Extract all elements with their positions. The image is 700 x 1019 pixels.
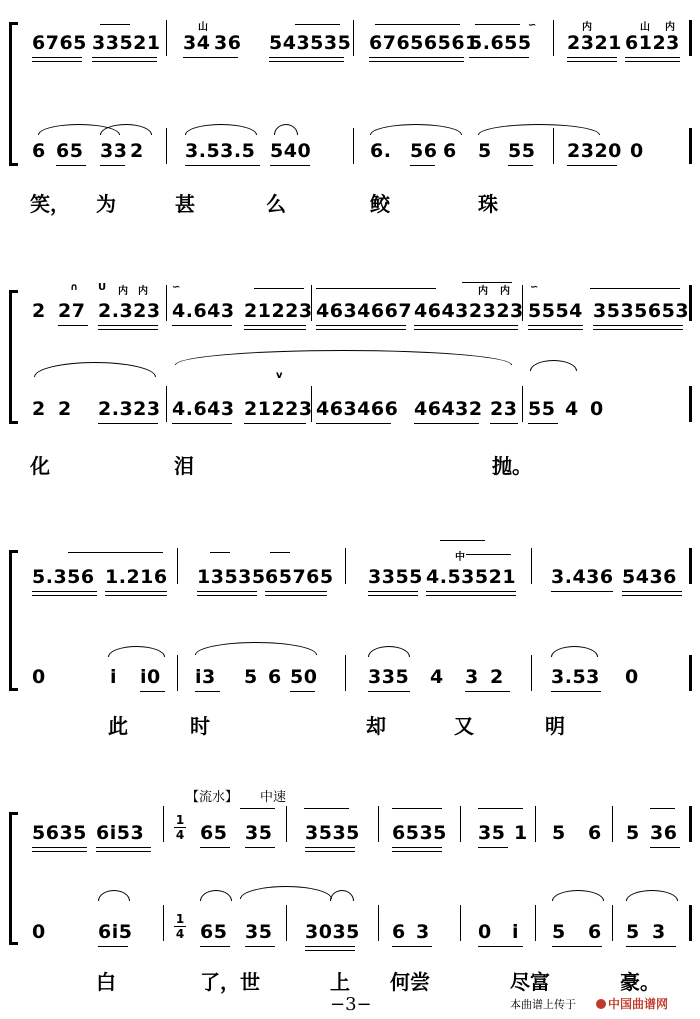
note-group: 543535 (269, 32, 352, 54)
lyric: 泪 (174, 454, 194, 478)
barline (378, 905, 379, 941)
barline (531, 655, 532, 691)
arrow-mark (392, 808, 442, 809)
underline (369, 57, 464, 58)
underline (185, 165, 260, 166)
note-group: 5436 (622, 566, 677, 588)
barline (535, 905, 536, 941)
slur (240, 886, 332, 899)
underline (368, 691, 410, 692)
underline (528, 329, 583, 330)
note-group: 35 (245, 822, 273, 844)
note-group: i3 (195, 666, 216, 688)
note-group: 6765 (32, 32, 87, 54)
barline (460, 806, 461, 842)
underline (625, 61, 680, 62)
note-group: 5.356 (32, 566, 95, 588)
site-logo[interactable] (596, 995, 668, 1012)
underline (567, 165, 617, 166)
u-mark: U (98, 282, 107, 293)
underline (622, 591, 682, 592)
arrow-mark (254, 288, 304, 289)
note-group: 0 (625, 666, 639, 688)
note-group: 6 (32, 140, 46, 162)
underline (305, 851, 355, 852)
nei-mark: 内 (138, 286, 148, 297)
underline (56, 165, 86, 166)
note-group: 0 (630, 140, 644, 162)
note-group: 6i5 (98, 921, 133, 943)
system-bracket (9, 812, 18, 945)
upload-note: 本曲谱上传于 (510, 998, 576, 1011)
lyric: 何尝 (390, 970, 430, 994)
note-group: 5.655 (469, 32, 532, 54)
underline (270, 165, 310, 166)
underline (197, 591, 257, 592)
underline (490, 423, 518, 424)
underline (650, 847, 680, 848)
nei-mark: 内 (500, 286, 510, 297)
lyric: 了，世 (200, 970, 260, 994)
barline (612, 806, 613, 842)
underline (567, 57, 617, 58)
lyric: 么 (266, 192, 286, 216)
note-group: 6535 (392, 822, 447, 844)
underline (414, 329, 518, 330)
lyric: 鲛 (370, 192, 390, 216)
arrow-mark (240, 808, 275, 809)
underline (32, 57, 82, 58)
underline (32, 61, 82, 62)
barline (460, 905, 461, 941)
underline (244, 329, 306, 330)
slur (200, 890, 232, 901)
underline (32, 847, 87, 848)
note-group: 4.53521 (426, 566, 517, 588)
note-group: 23 (490, 398, 518, 420)
note-group: 65 (56, 140, 84, 162)
lyric: 豪。 (620, 970, 660, 994)
underline (195, 691, 220, 692)
underline (92, 61, 157, 62)
note-group: 540 (270, 140, 312, 162)
barline (553, 20, 554, 56)
note-group: 4.643 (172, 398, 235, 420)
barline (166, 128, 167, 164)
lyric: 又 (454, 714, 474, 738)
underline (265, 591, 327, 592)
underline (96, 851, 151, 852)
note-group: 5 (626, 822, 640, 844)
note-group: 5 (244, 666, 258, 688)
arrow-mark (475, 24, 520, 25)
note-group: 6 (268, 666, 282, 688)
underline (265, 595, 327, 596)
underline (269, 61, 344, 62)
note-group: 6123 (625, 32, 680, 54)
underline (622, 595, 682, 596)
lyric: 尽富 (510, 970, 550, 994)
note-group: 3035 (305, 921, 360, 943)
note-group: 0 (590, 398, 604, 420)
note-group: 2 (58, 398, 72, 420)
underline (508, 165, 533, 166)
underline (369, 61, 464, 62)
underline (552, 946, 602, 947)
barline (345, 655, 346, 691)
arrow-mark (210, 552, 230, 553)
barline (378, 806, 379, 842)
note-group: 4 (565, 398, 579, 420)
note-group: 3535 (305, 822, 360, 844)
underline (32, 851, 87, 852)
lyric: 抛。 (492, 454, 532, 478)
slur (530, 360, 577, 371)
underline (183, 57, 238, 58)
note-group: 2 (32, 398, 46, 420)
note-group: i0 (140, 666, 161, 688)
note-group: 2.323 (98, 300, 161, 322)
system-bracket (9, 22, 18, 166)
underline (32, 591, 97, 592)
note-group: 46432323 (414, 300, 524, 322)
lyric: 笑， (30, 192, 70, 216)
underline (414, 325, 518, 326)
note-group: 55 (508, 140, 536, 162)
note-group: 3.436 (551, 566, 614, 588)
system-bracket (9, 550, 18, 691)
time-signature (174, 913, 186, 940)
note-group: 0 (32, 921, 46, 943)
underline (244, 423, 306, 424)
note-group: 2320 (567, 140, 622, 162)
underline (92, 57, 157, 58)
underline (528, 423, 558, 424)
note-group: 3535653 (593, 300, 690, 322)
barline (286, 905, 287, 941)
note-group: 5 (552, 822, 566, 844)
turn-mark: ∽ (528, 20, 537, 31)
lyric: 白 (96, 970, 116, 994)
note-group: 2 (32, 300, 46, 322)
note-group: 2 (130, 140, 144, 162)
note-group: 5554 (528, 300, 583, 322)
arrow-mark (100, 24, 130, 25)
shan-mark: 山 (640, 22, 650, 33)
underline (551, 591, 613, 592)
note-group: 335 (368, 666, 410, 688)
v-mark: v (276, 370, 283, 381)
barline (166, 20, 167, 56)
slur (552, 890, 604, 901)
barline (689, 128, 692, 164)
underline (105, 591, 167, 592)
underline (478, 946, 523, 947)
note-group: 4 (430, 666, 444, 688)
time-signature-bottom: 4 (175, 927, 185, 941)
note-group: 46432 (414, 398, 483, 420)
note-group: 33 (100, 140, 128, 162)
barline (177, 655, 178, 691)
arrow-mark (462, 282, 512, 283)
note-group: 3355 (368, 566, 423, 588)
barline (286, 806, 287, 842)
note-group: 2.323 (98, 398, 161, 420)
barline (345, 548, 346, 584)
system-bracket (9, 290, 18, 424)
note-group: 5635 (32, 822, 87, 844)
time-signature-top: 1 (175, 912, 185, 926)
barline (689, 386, 692, 422)
note-group: 6. (370, 140, 392, 162)
note-group: 35 (478, 822, 506, 844)
tempo-marking: 中速 (260, 790, 287, 805)
note-group: 27 (58, 300, 86, 322)
barline (163, 905, 164, 941)
note-group: 3 (465, 666, 479, 688)
note-group: 35 (245, 921, 273, 943)
arrow-mark (375, 24, 460, 25)
section-label: 【流水】 (186, 790, 239, 805)
note-group: 4634667 (316, 300, 413, 322)
slur (34, 362, 156, 377)
underline (172, 423, 232, 424)
underline (245, 946, 275, 947)
underline (469, 57, 529, 58)
arrow-mark (295, 24, 340, 25)
underline (368, 595, 418, 596)
underline (414, 423, 479, 424)
note-group: 65 (200, 822, 228, 844)
underline (245, 847, 275, 848)
underline (98, 423, 158, 424)
arrow-mark (316, 288, 436, 289)
underline (140, 691, 165, 692)
note-group: 6 (588, 822, 602, 844)
underline (316, 329, 406, 330)
barline (177, 548, 178, 584)
underline (392, 946, 432, 947)
note-group: 65 (200, 921, 228, 943)
note-group: 55 (528, 398, 556, 420)
note-group: 65765 (265, 566, 334, 588)
note-group: 5 (478, 140, 492, 162)
underline (368, 591, 418, 592)
note-group: 67656561 (369, 32, 479, 54)
underline (410, 165, 435, 166)
nei-mark: 内 (582, 22, 592, 33)
logo-icon (596, 999, 606, 1009)
lyric: 珠 (478, 192, 498, 216)
underline (290, 691, 315, 692)
underline (426, 595, 516, 596)
underline (625, 57, 680, 58)
note-group: 0 (32, 666, 46, 688)
barline (166, 386, 167, 422)
note-group: i (110, 666, 118, 688)
note-group: 3.53 (551, 666, 600, 688)
arrow-mark (304, 808, 349, 809)
nei-mark: 内 (118, 286, 128, 297)
underline (305, 950, 355, 951)
note-group: 6 (443, 140, 457, 162)
lyric: 为 (96, 192, 116, 216)
barline (689, 20, 692, 56)
barline (166, 285, 167, 321)
slur (175, 350, 512, 365)
note-group: 36 (650, 822, 678, 844)
note-group: 50 (290, 666, 318, 688)
underline (32, 595, 97, 596)
underline (567, 61, 617, 62)
underline (392, 847, 442, 848)
note-group: i (512, 921, 520, 943)
slur (98, 890, 130, 901)
underline (269, 57, 344, 58)
underline (100, 165, 125, 166)
note-group: 463466 (316, 398, 399, 420)
note-group: 2321 (567, 32, 622, 54)
note-group: 5 (552, 921, 566, 943)
note-group: 3.53.5 (185, 140, 256, 162)
lyric: 甚 (175, 192, 195, 216)
note-group: 21223 (244, 398, 313, 420)
nei-mark: 内 (478, 286, 488, 297)
underline (626, 946, 676, 947)
time-signature-top: 1 (175, 813, 185, 827)
barline (535, 806, 536, 842)
underline (465, 691, 510, 692)
note-group: 21223 (244, 300, 313, 322)
underline (528, 325, 583, 326)
barline (689, 548, 692, 584)
hold-mark: ∩ (70, 282, 79, 293)
arrow-mark (270, 552, 290, 553)
underline (244, 325, 306, 326)
underline (316, 325, 406, 326)
slur (370, 124, 462, 135)
underline (392, 851, 442, 852)
underline (593, 329, 683, 330)
barline (689, 655, 692, 691)
underline (96, 847, 151, 848)
underline (305, 847, 355, 848)
note-group: 1 (514, 822, 528, 844)
underline (551, 691, 601, 692)
lyric: 却 (366, 714, 386, 738)
slur (626, 890, 678, 901)
note-group: 56 (410, 140, 438, 162)
underline (200, 946, 230, 947)
arrow-mark (466, 554, 511, 555)
barline (689, 285, 692, 321)
arrow-mark (590, 288, 680, 289)
slur (274, 124, 298, 135)
barline (353, 128, 354, 164)
lyric: 此 (108, 714, 128, 738)
barline (612, 905, 613, 941)
underline (98, 329, 158, 330)
note-group: 6 (588, 921, 602, 943)
arrow-mark (478, 808, 523, 809)
slur (108, 646, 165, 657)
underline (426, 591, 516, 592)
underline (58, 325, 88, 326)
note-group: 6 (392, 921, 406, 943)
note-group: 34 (183, 32, 211, 54)
lyric: 化 (30, 454, 50, 478)
underline (172, 325, 232, 326)
slur (478, 124, 600, 135)
lyric: 明 (545, 714, 565, 738)
underline (105, 595, 167, 596)
slur (330, 890, 354, 901)
note-group: 36 (214, 32, 242, 54)
turn-mark: ∽ (172, 282, 181, 293)
lyric: 上 (330, 970, 350, 994)
underline (305, 946, 355, 947)
note-group: 13535 (197, 566, 266, 588)
time-signature-bottom: 4 (175, 828, 185, 842)
turn-mark: ∽ (530, 282, 539, 293)
note-group: 4.643 (172, 300, 235, 322)
slur (368, 646, 410, 657)
underline (478, 847, 508, 848)
shan-mark: 山 (198, 22, 208, 33)
note-group: 1.216 (105, 566, 168, 588)
underline (200, 847, 230, 848)
slur (551, 646, 598, 657)
underline (98, 325, 158, 326)
underline (98, 946, 128, 947)
note-group: 3 (416, 921, 430, 943)
barline (689, 905, 692, 941)
slur (195, 642, 317, 655)
underline (197, 595, 257, 596)
nei-mark: 内 (665, 22, 675, 33)
time-signature (174, 814, 186, 841)
arrow-mark (440, 540, 485, 541)
barline (522, 386, 523, 422)
slur (185, 124, 257, 135)
lyric: 时 (190, 714, 210, 738)
note-group: 6i53 (96, 822, 145, 844)
slur (100, 124, 152, 135)
note-group: 0 (478, 921, 492, 943)
page-number: −3− (330, 994, 372, 1015)
arrow-mark (68, 552, 163, 553)
site-logo-text: 中国曲谱网 (608, 997, 669, 1011)
note-group: 3 (652, 921, 666, 943)
zhong-mark: 中 (455, 552, 465, 563)
note-group: 2 (490, 666, 504, 688)
barline (531, 548, 532, 584)
underline (593, 325, 683, 326)
barline (689, 806, 692, 842)
underline (316, 423, 391, 424)
note-group: 5 (626, 921, 640, 943)
arrow-mark (650, 808, 675, 809)
barline (163, 806, 164, 842)
note-group: 33521 (92, 32, 161, 54)
barline (353, 20, 354, 56)
